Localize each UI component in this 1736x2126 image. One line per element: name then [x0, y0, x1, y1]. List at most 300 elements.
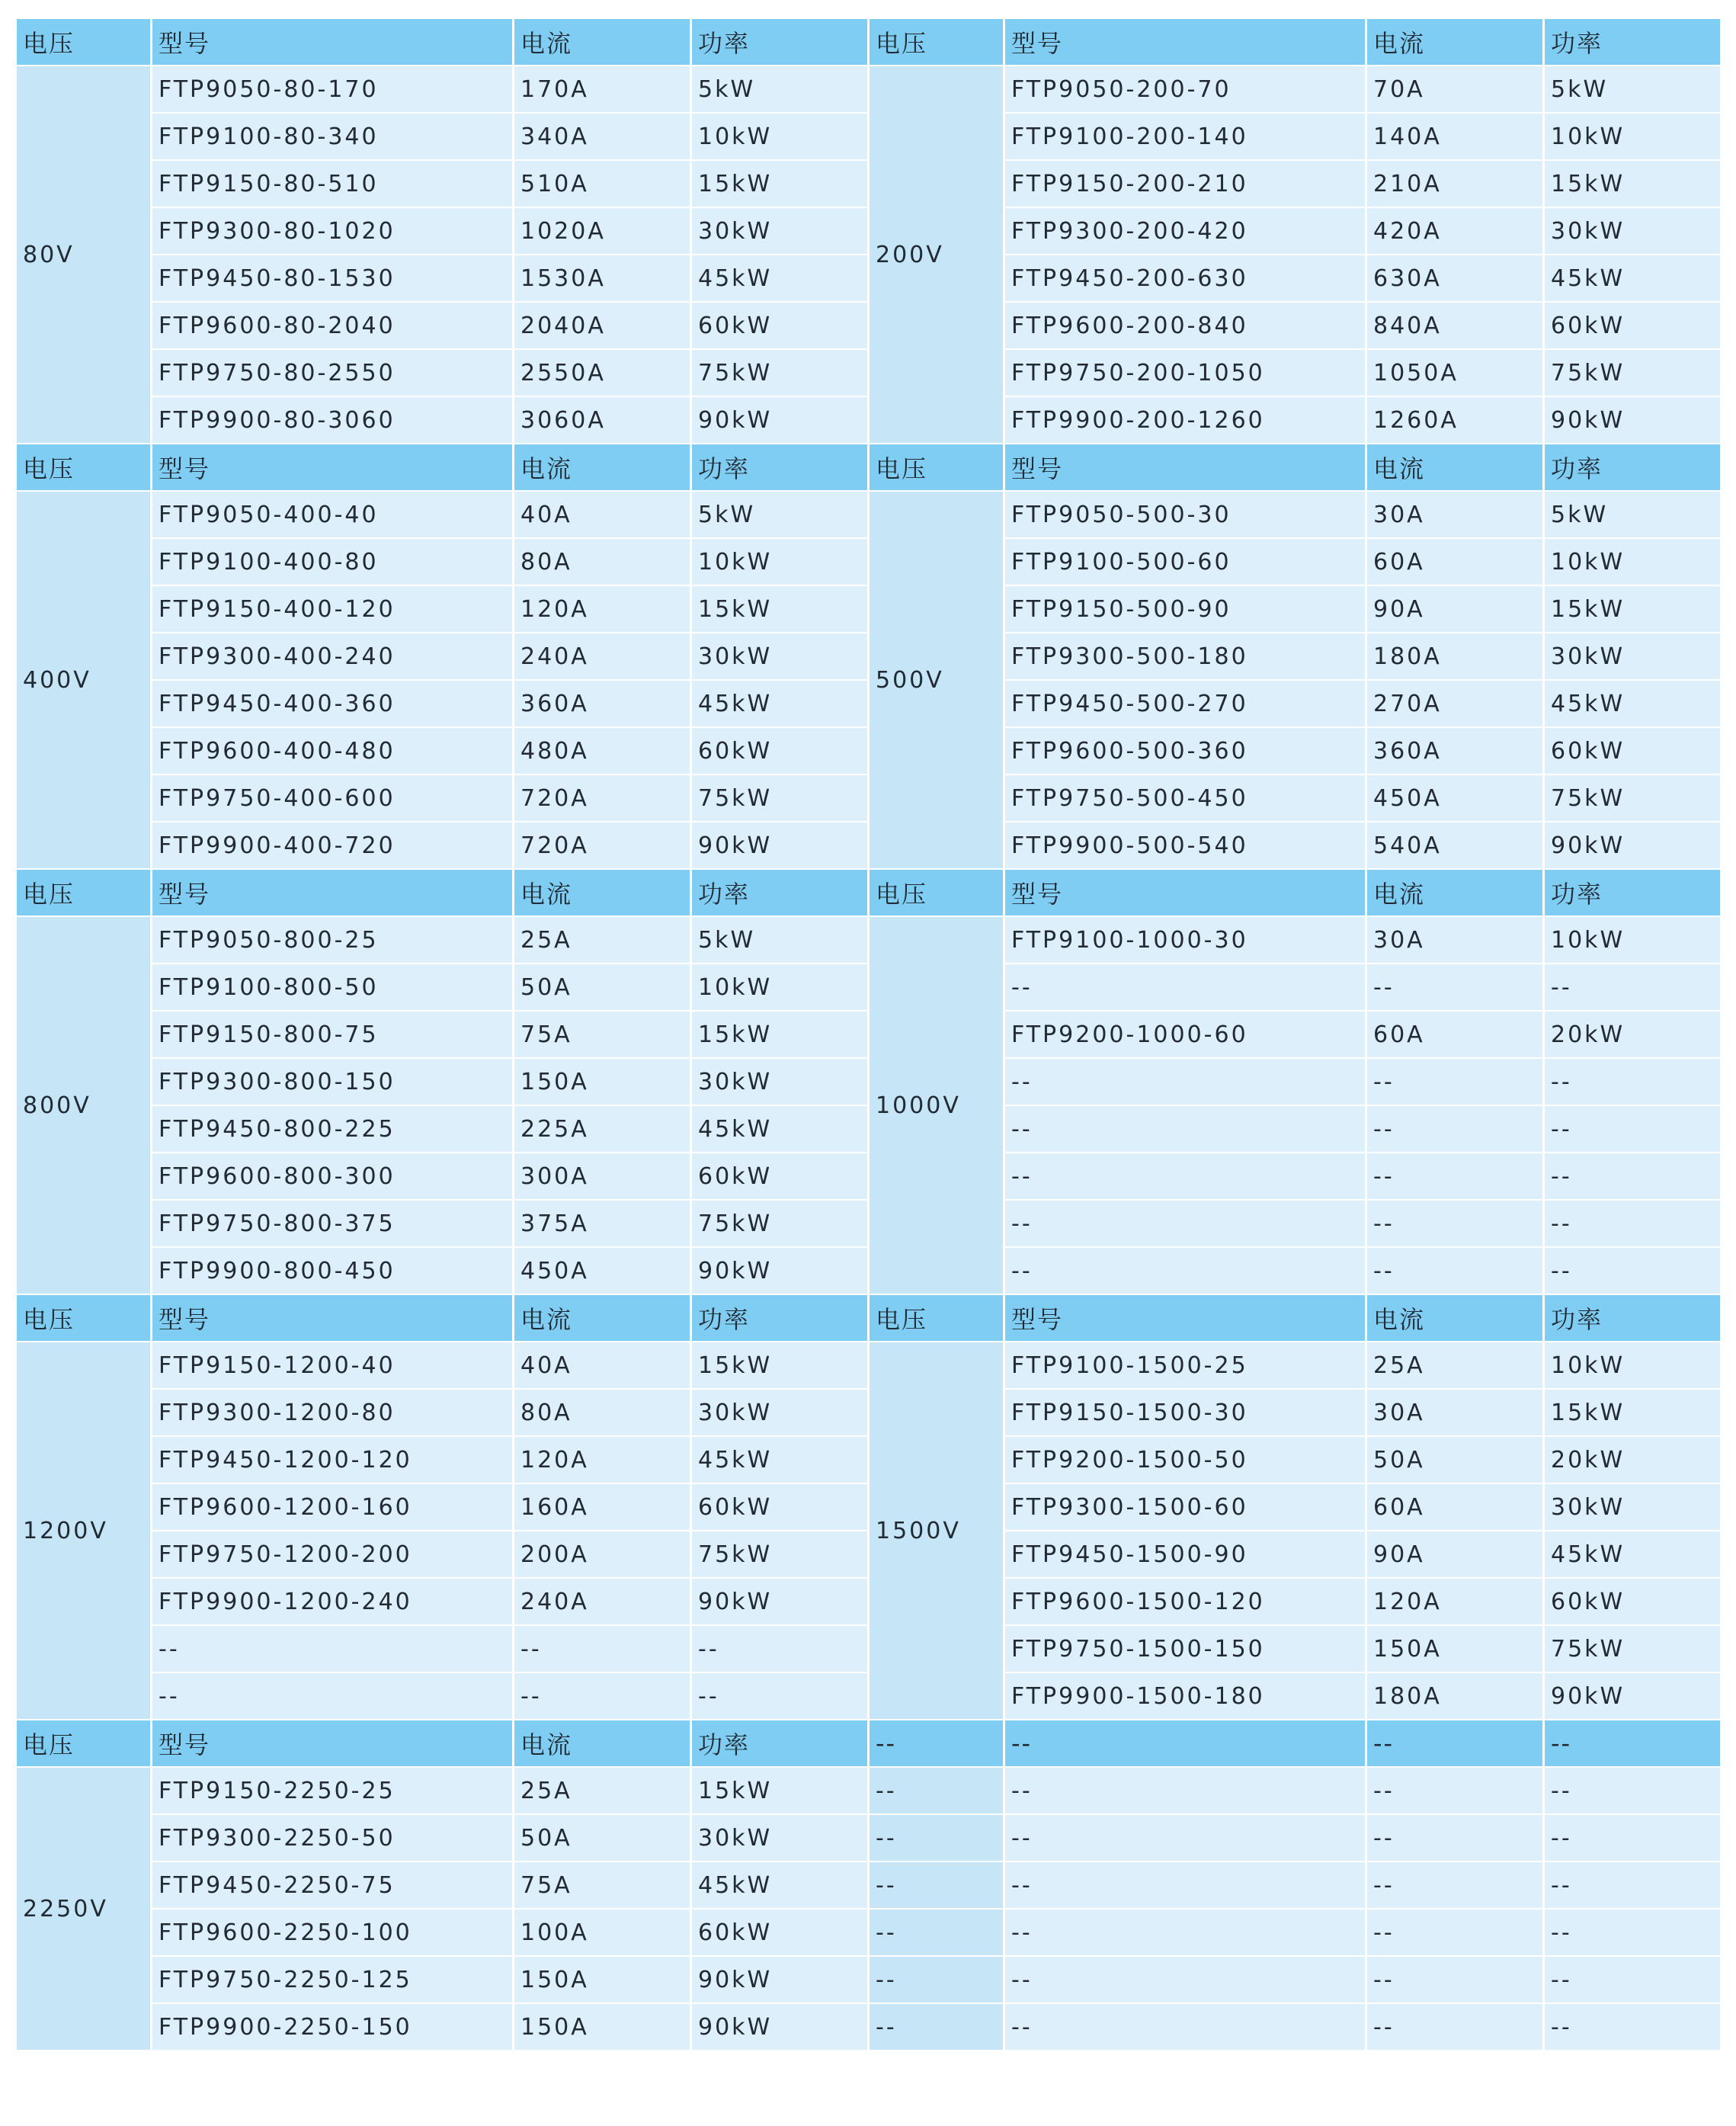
table-row — [17, 114, 1720, 161]
column-header: 功率 — [1545, 870, 1720, 917]
current-cell: 150A — [514, 1059, 692, 1106]
current-cell: 120A — [514, 586, 692, 633]
current-cell: 25A — [1367, 1342, 1545, 1390]
model-cell: -- — [1005, 1059, 1367, 1106]
table-row — [17, 1768, 1720, 1815]
current-cell: 240A — [514, 633, 692, 681]
voltage-cell: 400V — [17, 492, 152, 870]
column-header: 功率 — [1545, 19, 1720, 66]
current-cell: 30A — [1367, 917, 1545, 964]
model-cell: FTP9600-80-2040 — [152, 303, 514, 350]
column-header: 型号 — [1005, 19, 1367, 66]
current-cell: 450A — [1367, 775, 1545, 823]
model-cell: -- — [1005, 964, 1367, 1012]
column-header: 电压 — [17, 1295, 152, 1342]
model-cell: -- — [1005, 1862, 1367, 1910]
model-cell: FTP9450-80-1530 — [152, 255, 514, 303]
column-header: 功率 — [692, 19, 870, 66]
power-cell: 45kW — [692, 681, 870, 728]
model-cell: FTP9600-400-480 — [152, 728, 514, 775]
current-cell: 30A — [1367, 492, 1545, 539]
table-row — [17, 397, 1720, 444]
column-header: -- — [870, 1720, 1005, 1768]
power-cell: 15kW — [1545, 161, 1720, 208]
current-cell: 2550A — [514, 350, 692, 397]
header-row — [17, 1720, 1720, 1768]
current-cell: 300A — [514, 1153, 692, 1201]
column-header: 功率 — [1545, 444, 1720, 492]
column-header: 型号 — [152, 1720, 514, 1768]
column-header: 电流 — [1367, 19, 1545, 66]
power-cell: 5kW — [1545, 492, 1720, 539]
power-cell: 90kW — [692, 2004, 870, 2051]
model-cell: FTP9900-80-3060 — [152, 397, 514, 444]
model-cell: FTP9200-1500-50 — [1005, 1437, 1367, 1484]
current-cell: 2040A — [514, 303, 692, 350]
current-cell: 1260A — [1367, 397, 1545, 444]
spec-table — [17, 19, 1720, 2051]
current-cell: -- — [1367, 1815, 1545, 1862]
model-cell: FTP9750-400-600 — [152, 775, 514, 823]
column-header: 功率 — [692, 1720, 870, 1768]
column-header: 电流 — [514, 870, 692, 917]
model-cell: FTP9300-1200-80 — [152, 1390, 514, 1437]
column-header: 电流 — [1367, 870, 1545, 917]
current-cell: 25A — [514, 917, 692, 964]
model-cell: -- — [1005, 1153, 1367, 1201]
current-cell: 360A — [514, 681, 692, 728]
power-cell: 15kW — [1545, 586, 1720, 633]
power-cell: -- — [1545, 1201, 1720, 1248]
model-cell: FTP9150-1500-30 — [1005, 1390, 1367, 1437]
model-cell: FTP9150-800-75 — [152, 1012, 514, 1059]
current-cell: 100A — [514, 1910, 692, 1957]
model-cell: FTP9750-80-2550 — [152, 350, 514, 397]
column-header: 电压 — [870, 19, 1005, 66]
model-cell: FTP9900-400-720 — [152, 823, 514, 870]
column-header: 电流 — [514, 1720, 692, 1768]
column-header: 型号 — [152, 19, 514, 66]
table-row — [17, 1579, 1720, 1626]
power-cell: 45kW — [692, 1862, 870, 1910]
table-row — [17, 1342, 1720, 1390]
column-header: 型号 — [1005, 444, 1367, 492]
power-cell: 15kW — [692, 1342, 870, 1390]
power-cell: 90kW — [692, 823, 870, 870]
table-row — [17, 303, 1720, 350]
power-cell: -- — [1545, 1862, 1720, 1910]
model-cell: FTP9100-500-60 — [1005, 539, 1367, 586]
power-cell: 45kW — [1545, 255, 1720, 303]
column-header: 功率 — [1545, 1295, 1720, 1342]
table-row — [17, 586, 1720, 633]
model-cell: FTP9300-800-150 — [152, 1059, 514, 1106]
header-row — [17, 1295, 1720, 1342]
current-cell: 720A — [514, 823, 692, 870]
model-cell: FTP9450-200-630 — [1005, 255, 1367, 303]
model-cell: FTP9100-400-80 — [152, 539, 514, 586]
current-cell: 180A — [1367, 1673, 1545, 1720]
current-cell: 840A — [1367, 303, 1545, 350]
model-cell: FTP9450-1200-120 — [152, 1437, 514, 1484]
table-row — [17, 539, 1720, 586]
model-cell: FTP9750-200-1050 — [1005, 350, 1367, 397]
table-row — [17, 1531, 1720, 1579]
table-row — [17, 964, 1720, 1012]
table-row — [17, 1957, 1720, 2004]
table-row — [17, 1059, 1720, 1106]
current-cell: 450A — [514, 1248, 692, 1295]
voltage-cell: -- — [870, 2004, 1005, 2051]
model-cell: FTP9050-200-70 — [1005, 66, 1367, 114]
current-cell: -- — [1367, 964, 1545, 1012]
header-row — [17, 19, 1720, 66]
current-cell: 170A — [514, 66, 692, 114]
power-cell: 30kW — [1545, 208, 1720, 255]
current-cell: 150A — [1367, 1626, 1545, 1673]
model-cell: -- — [1005, 2004, 1367, 2051]
column-header: -- — [1005, 1720, 1367, 1768]
model-cell: FTP9900-2250-150 — [152, 2004, 514, 2051]
current-cell: -- — [1367, 2004, 1545, 2051]
column-header: 电流 — [514, 19, 692, 66]
model-cell: FTP9050-500-30 — [1005, 492, 1367, 539]
model-cell: FTP9300-200-420 — [1005, 208, 1367, 255]
model-cell: -- — [1005, 1201, 1367, 1248]
power-cell: -- — [1545, 2004, 1720, 2051]
current-cell: 540A — [1367, 823, 1545, 870]
model-cell: FTP9750-2250-125 — [152, 1957, 514, 2004]
table-row — [17, 1390, 1720, 1437]
power-cell: 60kW — [1545, 303, 1720, 350]
model-cell: FTP9150-1200-40 — [152, 1342, 514, 1390]
column-header: 电流 — [1367, 1295, 1545, 1342]
table-row — [17, 255, 1720, 303]
table-row — [17, 350, 1720, 397]
table-row — [17, 823, 1720, 870]
power-cell: 10kW — [1545, 114, 1720, 161]
model-cell: -- — [1005, 1248, 1367, 1295]
power-cell: 30kW — [692, 1390, 870, 1437]
column-header: 型号 — [152, 444, 514, 492]
model-cell: FTP9300-1500-60 — [1005, 1484, 1367, 1531]
model-cell: FTP9300-80-1020 — [152, 208, 514, 255]
model-cell: FTP9600-1500-120 — [1005, 1579, 1367, 1626]
current-cell: -- — [1367, 1957, 1545, 2004]
table-row — [17, 1248, 1720, 1295]
column-header: 型号 — [152, 870, 514, 917]
current-cell: -- — [1367, 1153, 1545, 1201]
table-row — [17, 161, 1720, 208]
power-cell: 30kW — [692, 208, 870, 255]
table-row — [17, 775, 1720, 823]
table-body — [17, 19, 1720, 2051]
model-cell: FTP9150-200-210 — [1005, 161, 1367, 208]
column-header: 电压 — [870, 444, 1005, 492]
power-cell: -- — [1545, 964, 1720, 1012]
column-header: 电压 — [17, 444, 152, 492]
current-cell: 140A — [1367, 114, 1545, 161]
voltage-cell: -- — [870, 1815, 1005, 1862]
table-row — [17, 2004, 1720, 2051]
current-cell: 80A — [514, 539, 692, 586]
model-cell: FTP9150-2250-25 — [152, 1768, 514, 1815]
column-header: 电压 — [17, 870, 152, 917]
model-cell: FTP9100-1500-25 — [1005, 1342, 1367, 1390]
power-cell: 60kW — [692, 1153, 870, 1201]
power-cell: 20kW — [1545, 1437, 1720, 1484]
current-cell: 360A — [1367, 728, 1545, 775]
power-cell: -- — [692, 1673, 870, 1720]
model-cell: FTP9900-1200-240 — [152, 1579, 514, 1626]
power-cell: -- — [1545, 1910, 1720, 1957]
voltage-cell: 1500V — [870, 1342, 1005, 1720]
current-cell: 210A — [1367, 161, 1545, 208]
power-cell: 75kW — [1545, 775, 1720, 823]
table-row — [17, 1153, 1720, 1201]
current-cell: 160A — [514, 1484, 692, 1531]
model-cell: -- — [1005, 1957, 1367, 2004]
power-cell: 10kW — [1545, 539, 1720, 586]
current-cell: 1050A — [1367, 350, 1545, 397]
power-cell: 10kW — [692, 539, 870, 586]
power-cell: 45kW — [1545, 681, 1720, 728]
column-header: 功率 — [692, 444, 870, 492]
model-cell: FTP9750-500-450 — [1005, 775, 1367, 823]
power-cell: 5kW — [692, 492, 870, 539]
current-cell: 150A — [514, 1957, 692, 2004]
power-cell: 90kW — [1545, 823, 1720, 870]
power-cell: -- — [1545, 1248, 1720, 1295]
model-cell: FTP9750-800-375 — [152, 1201, 514, 1248]
model-cell: FTP9100-80-340 — [152, 114, 514, 161]
current-cell: -- — [1367, 1059, 1545, 1106]
current-cell: 70A — [1367, 66, 1545, 114]
current-cell: -- — [1367, 1862, 1545, 1910]
power-cell: 75kW — [692, 1531, 870, 1579]
power-cell: -- — [1545, 1957, 1720, 2004]
current-cell: 120A — [514, 1437, 692, 1484]
voltage-cell: 200V — [870, 66, 1005, 444]
model-cell: -- — [1005, 1910, 1367, 1957]
current-cell: 25A — [514, 1768, 692, 1815]
model-cell: FTP9450-1500-90 — [1005, 1531, 1367, 1579]
power-cell: 75kW — [692, 350, 870, 397]
model-cell: FTP9050-80-170 — [152, 66, 514, 114]
model-cell: FTP9900-1500-180 — [1005, 1673, 1367, 1720]
current-cell: 60A — [1367, 539, 1545, 586]
model-cell: FTP9300-400-240 — [152, 633, 514, 681]
current-cell: 630A — [1367, 255, 1545, 303]
voltage-cell: -- — [870, 1910, 1005, 1957]
model-cell: FTP9900-500-540 — [1005, 823, 1367, 870]
current-cell: 1020A — [514, 208, 692, 255]
power-cell: 15kW — [692, 586, 870, 633]
column-header: 电流 — [1367, 444, 1545, 492]
table-row — [17, 492, 1720, 539]
table-row — [17, 1910, 1720, 1957]
power-cell: 45kW — [1545, 1531, 1720, 1579]
table-row — [17, 1862, 1720, 1910]
model-cell: FTP9300-2250-50 — [152, 1815, 514, 1862]
model-cell: FTP9450-500-270 — [1005, 681, 1367, 728]
power-cell: 90kW — [692, 1957, 870, 2004]
current-cell: 40A — [514, 1342, 692, 1390]
current-cell: -- — [1367, 1910, 1545, 1957]
voltage-cell: 1000V — [870, 917, 1005, 1295]
table-row — [17, 728, 1720, 775]
power-cell: 30kW — [692, 1815, 870, 1862]
current-cell: -- — [1367, 1106, 1545, 1153]
current-cell: -- — [1367, 1201, 1545, 1248]
current-cell: 200A — [514, 1531, 692, 1579]
current-cell: 420A — [1367, 208, 1545, 255]
model-cell: FTP9450-2250-75 — [152, 1862, 514, 1910]
model-cell: FTP9150-400-120 — [152, 586, 514, 633]
model-cell: FTP9450-400-360 — [152, 681, 514, 728]
column-header: 功率 — [692, 1295, 870, 1342]
model-cell: FTP9750-1500-150 — [1005, 1626, 1367, 1673]
power-cell: -- — [1545, 1768, 1720, 1815]
current-cell: 1530A — [514, 255, 692, 303]
power-cell: 15kW — [692, 161, 870, 208]
header-row — [17, 444, 1720, 492]
column-header: 电压 — [870, 1295, 1005, 1342]
table-row — [17, 1673, 1720, 1720]
model-cell: FTP9750-1200-200 — [152, 1531, 514, 1579]
table-row — [17, 917, 1720, 964]
column-header: 型号 — [152, 1295, 514, 1342]
power-cell: 20kW — [1545, 1012, 1720, 1059]
power-cell: 75kW — [692, 1201, 870, 1248]
current-cell: 80A — [514, 1390, 692, 1437]
power-cell: 30kW — [1545, 1484, 1720, 1531]
column-header: 型号 — [1005, 870, 1367, 917]
power-cell: 90kW — [692, 1579, 870, 1626]
power-cell: 75kW — [692, 775, 870, 823]
model-cell: FTP9900-200-1260 — [1005, 397, 1367, 444]
voltage-cell: 80V — [17, 66, 152, 444]
power-cell: 90kW — [692, 1248, 870, 1295]
table-row — [17, 1201, 1720, 1248]
current-cell: 720A — [514, 775, 692, 823]
current-cell: 240A — [514, 1579, 692, 1626]
current-cell: 50A — [514, 1815, 692, 1862]
model-cell: FTP9150-80-510 — [152, 161, 514, 208]
column-header: -- — [1545, 1720, 1720, 1768]
current-cell: -- — [1367, 1768, 1545, 1815]
model-cell: -- — [152, 1626, 514, 1673]
power-cell: 75kW — [1545, 1626, 1720, 1673]
voltage-cell: 800V — [17, 917, 152, 1295]
power-cell: 90kW — [692, 397, 870, 444]
power-cell: 60kW — [1545, 1579, 1720, 1626]
power-cell: -- — [1545, 1815, 1720, 1862]
power-cell: 15kW — [692, 1012, 870, 1059]
current-cell: 60A — [1367, 1484, 1545, 1531]
power-cell: 5kW — [692, 917, 870, 964]
header-row — [17, 870, 1720, 917]
column-header: 电流 — [514, 444, 692, 492]
current-cell: -- — [514, 1673, 692, 1720]
model-cell: -- — [1005, 1106, 1367, 1153]
current-cell: 480A — [514, 728, 692, 775]
power-cell: 30kW — [692, 1059, 870, 1106]
power-cell: 5kW — [692, 66, 870, 114]
table-row — [17, 1106, 1720, 1153]
table-row — [17, 208, 1720, 255]
current-cell: 270A — [1367, 681, 1545, 728]
current-cell: 375A — [514, 1201, 692, 1248]
current-cell: 340A — [514, 114, 692, 161]
power-cell: 10kW — [1545, 917, 1720, 964]
power-cell: 5kW — [1545, 66, 1720, 114]
model-cell: FTP9600-800-300 — [152, 1153, 514, 1201]
power-cell: 60kW — [692, 1910, 870, 1957]
power-cell: -- — [1545, 1106, 1720, 1153]
current-cell: 90A — [1367, 1531, 1545, 1579]
model-cell: FTP9600-200-840 — [1005, 303, 1367, 350]
current-cell: 150A — [514, 2004, 692, 2051]
power-cell: 10kW — [692, 114, 870, 161]
model-cell: FTP9100-200-140 — [1005, 114, 1367, 161]
current-cell: 120A — [1367, 1579, 1545, 1626]
power-cell: 60kW — [692, 303, 870, 350]
current-cell: -- — [514, 1626, 692, 1673]
power-cell: -- — [1545, 1153, 1720, 1201]
table-row — [17, 681, 1720, 728]
column-header: 型号 — [1005, 1295, 1367, 1342]
voltage-cell: -- — [870, 1768, 1005, 1815]
power-cell: 10kW — [1545, 1342, 1720, 1390]
model-cell: -- — [1005, 1768, 1367, 1815]
table-row — [17, 1437, 1720, 1484]
power-cell: -- — [1545, 1059, 1720, 1106]
power-cell: 60kW — [692, 1484, 870, 1531]
power-cell: 45kW — [692, 1437, 870, 1484]
table-row — [17, 1484, 1720, 1531]
current-cell: 75A — [514, 1862, 692, 1910]
model-cell: FTP9200-1000-60 — [1005, 1012, 1367, 1059]
column-header: -- — [1367, 1720, 1545, 1768]
model-cell: FTP9600-1200-160 — [152, 1484, 514, 1531]
power-cell: -- — [692, 1626, 870, 1673]
current-cell: 30A — [1367, 1390, 1545, 1437]
model-cell: -- — [152, 1673, 514, 1720]
table-row — [17, 1012, 1720, 1059]
table-row — [17, 1626, 1720, 1673]
model-cell: -- — [1005, 1815, 1367, 1862]
voltage-cell: 1200V — [17, 1342, 152, 1720]
model-cell: FTP9050-800-25 — [152, 917, 514, 964]
voltage-cell: 2250V — [17, 1768, 152, 2051]
table-row — [17, 633, 1720, 681]
current-cell: 90A — [1367, 586, 1545, 633]
model-cell: FTP9100-800-50 — [152, 964, 514, 1012]
table-row — [17, 66, 1720, 114]
column-header: 电压 — [17, 19, 152, 66]
current-cell: 3060A — [514, 397, 692, 444]
power-cell: 60kW — [1545, 728, 1720, 775]
model-cell: FTP9150-500-90 — [1005, 586, 1367, 633]
column-header: 电压 — [870, 870, 1005, 917]
power-cell: 90kW — [1545, 1673, 1720, 1720]
model-cell: FTP9450-800-225 — [152, 1106, 514, 1153]
voltage-cell: -- — [870, 1862, 1005, 1910]
table-row — [17, 1815, 1720, 1862]
current-cell: 75A — [514, 1012, 692, 1059]
current-cell: 60A — [1367, 1012, 1545, 1059]
